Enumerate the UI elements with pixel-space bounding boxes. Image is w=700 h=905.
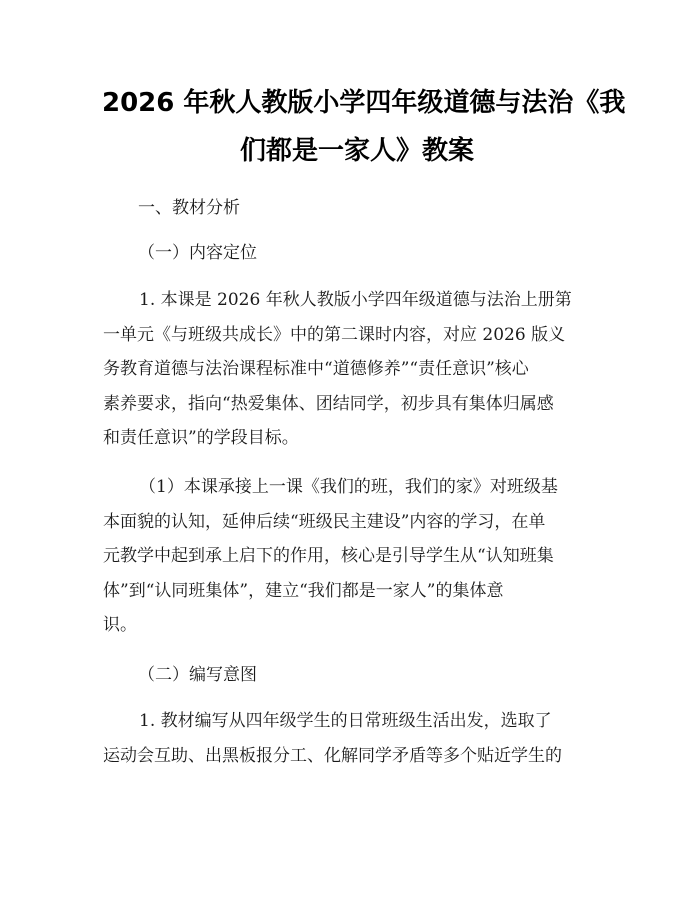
paragraph-2-line: 体”到“认同班集体”，建立“我们都是一家人”的集体意: [103, 580, 504, 601]
paragraph-3-line: 1. 教材编写从四年级学生的日常班级生活出发，选取了: [139, 711, 552, 731]
document-title-line-1: 2026 年秋人教版小学四年级道德与法治《我: [102, 88, 626, 118]
subsection-heading-content-positioning: （一）内容定位: [138, 243, 257, 263]
paragraph-1-line: 1. 本课是 2026 年秋人教版小学四年级道德与法治上册第: [139, 290, 572, 310]
paragraph-2: [103, 476, 599, 649]
paragraph-1: [103, 289, 599, 462]
document-title-line-2: 们都是一家人》教案: [240, 136, 475, 166]
paragraph-1-line: 务教育道德与法治课程标准中“道德修养”“责任意识”核心: [103, 359, 529, 379]
paragraph-2-line: 本面貌的认知，延伸后续“班级民主建设”内容的学习，在单: [103, 511, 546, 532]
paragraph-3-line: 运动会互助、出黑板报分工、化解同学矛盾等多个贴近学生的: [103, 745, 562, 766]
paragraph-2-line: （1）本课承接上一课《我们的班，我们的家》对班级基: [139, 477, 558, 497]
paragraph-3: [103, 710, 599, 779]
paragraph-2-line: 识。: [103, 615, 137, 635]
paragraph-1-line: 素养要求，指向“热爱集体、团结同学，初步具有集体归属感: [103, 393, 554, 414]
paragraph-1-line: 和责任意识”的学段目标。: [103, 428, 299, 448]
paragraph-1-line: 一单元《与班级共成长》中的第二课时内容，对应 2026 版义: [103, 324, 566, 345]
section-heading-textbook-analysis: 一、教材分析: [138, 198, 240, 218]
subsection-heading-writing-intent: （二）编写意图: [138, 665, 257, 685]
paragraph-2-line: 元教学中起到承上启下的作用，核心是引导学生从“认知班集: [103, 546, 554, 566]
